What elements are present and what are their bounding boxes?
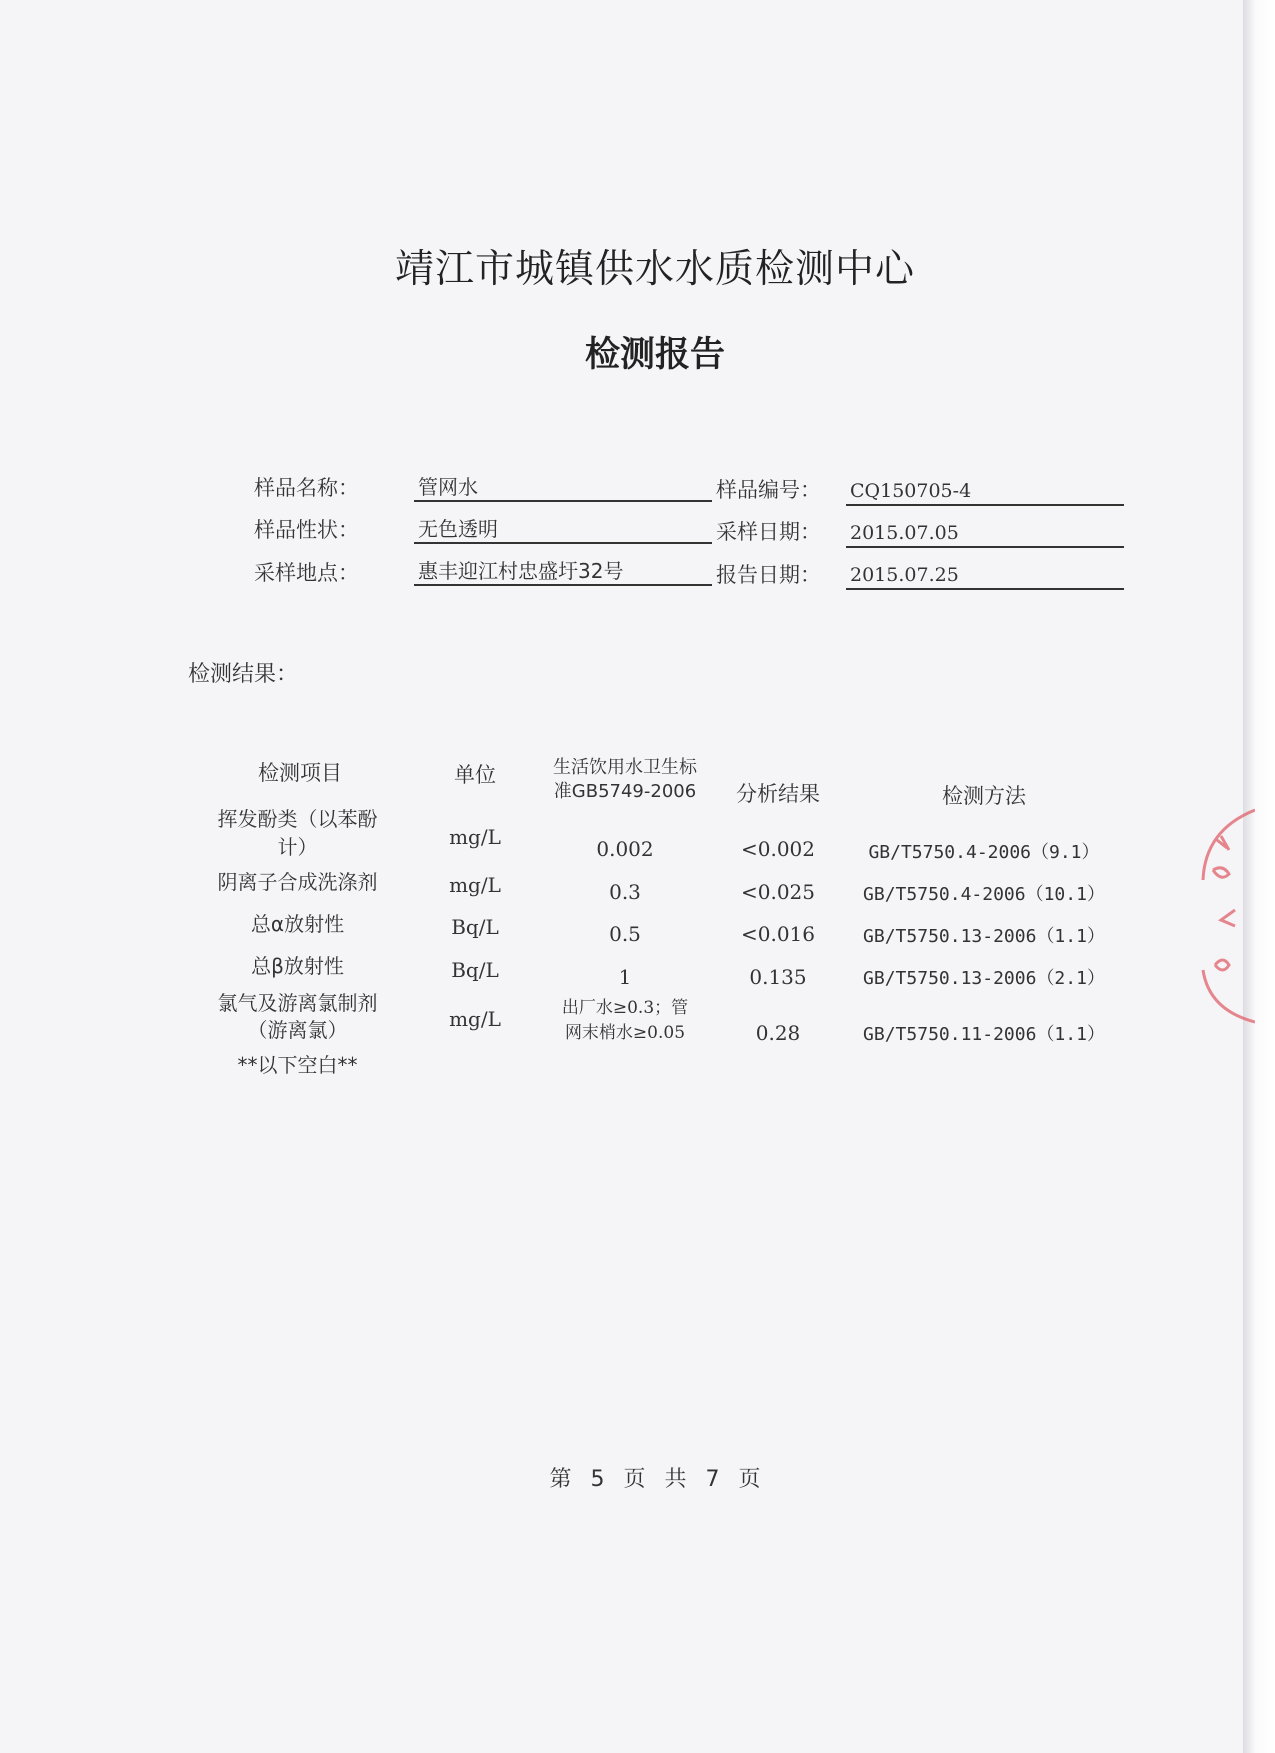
column-header-method: 检测方法 (942, 784, 1026, 808)
table-row-5-unit: mg/L (449, 1007, 501, 1031)
page-number: 第 5 页 共 7 页 (549, 1467, 761, 1492)
table-row-1-standard: 0.002 (596, 837, 654, 861)
table-row-5-result: 0.28 (755, 1021, 801, 1045)
table-row-1-item-line1: 挥发酚类（以苯酚 (217, 807, 378, 831)
table-row-5-method: GB/T5750.11-2006（1.1） (863, 1024, 1105, 1045)
table-row-1-result: <0.002 (740, 837, 815, 861)
sampling-site-label: 采样地点： (254, 561, 359, 585)
column-header-unit: 单位 (454, 763, 496, 787)
table-row-3-unit: Bq/L (451, 915, 499, 939)
sampling-date-label: 采样日期： (716, 520, 821, 544)
column-header-standard-line2: 准GB5749-2006 (553, 781, 697, 802)
table-row-3-method: GB/T5750.13-2006（1.1） (863, 926, 1105, 947)
table-row-4-result: 0.135 (749, 965, 807, 989)
report-date-label: 报告日期： (716, 563, 821, 587)
table-row-4-standard: 1 (618, 965, 632, 989)
table-row-5-item-line2: （游离氯） (247, 1018, 348, 1042)
sample-name-value: 管网水 (414, 474, 712, 502)
table-row-4-unit: Bq/L (451, 958, 499, 982)
column-header-item: 检测项目 (258, 761, 342, 785)
table-row-3-item: 总α放射性 (250, 912, 345, 936)
table-row-3-standard: 0.5 (609, 922, 641, 946)
sample-state-value: 无色透明 (414, 516, 712, 544)
organization-title: 靖江市城镇供水水质检测中心 (394, 247, 915, 292)
table-row-2-item: 阴离子合成洗涤剂 (217, 870, 378, 894)
table-row-3-result: <0.016 (740, 922, 815, 946)
table-row-5-standard-line1: 出厂水≥0.3；管 (561, 998, 689, 1018)
sample-no-label: 样品编号： (716, 478, 821, 502)
table-row-2-method: GB/T5750.4-2006（10.1） (863, 884, 1105, 905)
table-row-4-item: 总β放射性 (251, 954, 344, 978)
sampling-site-value: 惠丰迎江村忠盛圩32号 (414, 558, 712, 586)
red-seal-stamp (1195, 800, 1255, 1040)
column-header-result: 分析结果 (736, 782, 820, 806)
table-row-5-item-line1: 氯气及游离氯制剂 (217, 991, 378, 1015)
sample-state-label: 样品性状： (254, 518, 359, 542)
sample-name-label: 样品名称： (254, 476, 359, 500)
table-row-5-standard-line2: 网末梢水≥0.05 (564, 1023, 686, 1043)
sampling-date-value: 2015.07.05 (846, 520, 1124, 548)
table-row-2-unit: mg/L (449, 873, 501, 897)
report-title: 检测报告 (584, 335, 725, 375)
table-row-2-result: <0.025 (740, 880, 815, 904)
table-row-2-standard: 0.3 (609, 880, 641, 904)
column-header-standard-line1: 生活饮用水卫生标 (553, 757, 697, 778)
sample-no-value: CQ150705-4 (846, 478, 1124, 506)
table-row-1-unit: mg/L (449, 825, 501, 849)
results-heading: 检测结果： (188, 662, 299, 687)
end-of-table-note: **以下空白** (237, 1053, 358, 1077)
table-row-1-method: GB/T5750.4-2006（9.1） (868, 842, 1100, 863)
table-row-4-method: GB/T5750.13-2006（2.1） (863, 968, 1105, 989)
report-date-value: 2015.07.25 (846, 562, 1124, 590)
table-row-1-item-line2: 计） (277, 835, 318, 859)
